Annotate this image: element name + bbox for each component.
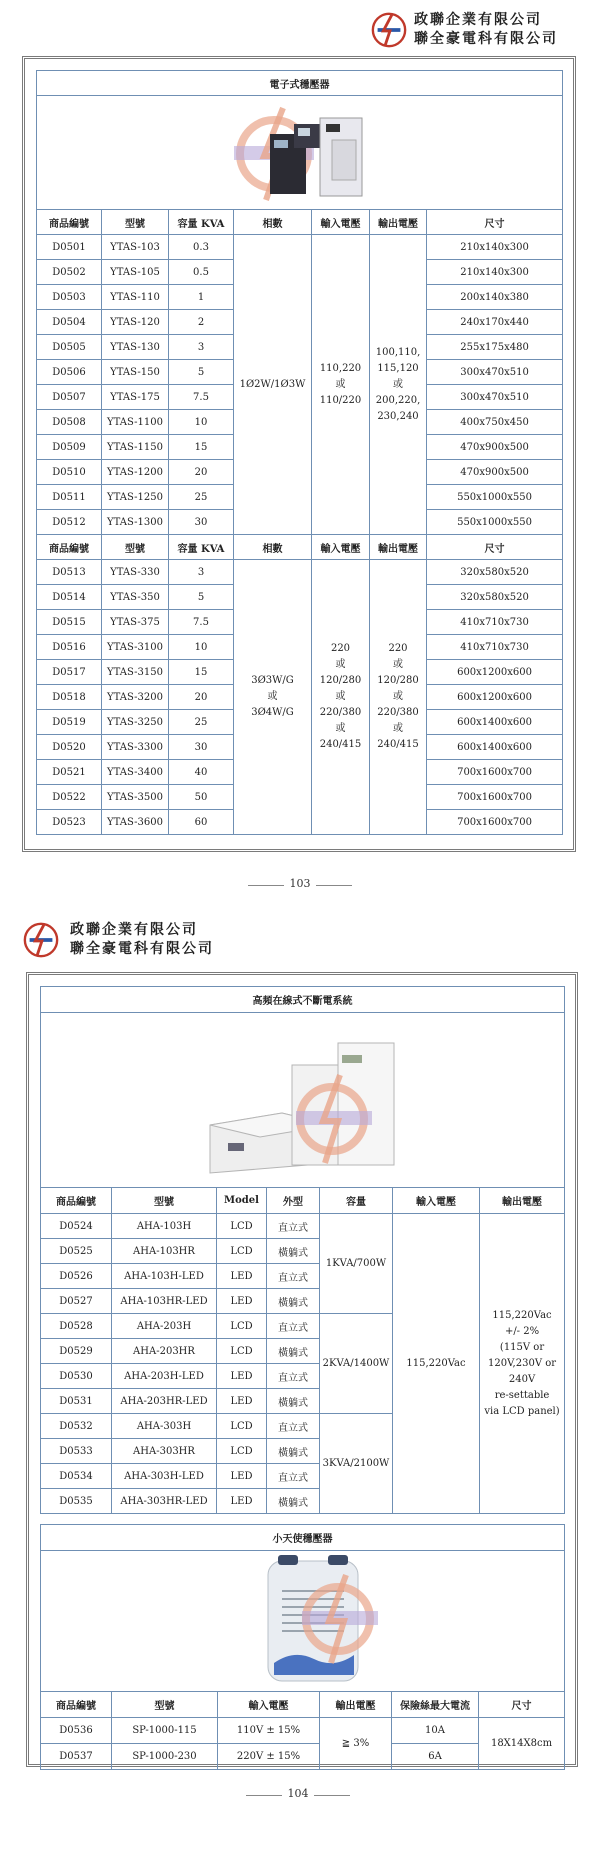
- model: YTAS-175: [102, 385, 169, 410]
- output-tolerance: ≧ 3%: [320, 1718, 392, 1770]
- size: 300x470x510: [427, 385, 563, 410]
- capacity-3: 3KVA/2100W: [320, 1414, 393, 1514]
- model: YTAS-3600: [102, 810, 169, 835]
- model: YTAS-375: [102, 610, 169, 635]
- product-code[interactable]: D0513: [37, 560, 102, 585]
- kva: 15: [169, 660, 234, 685]
- header-size: 尺寸: [427, 535, 563, 560]
- product-code[interactable]: D0531: [41, 1389, 112, 1414]
- ups-input: 115,220Vac: [393, 1214, 480, 1514]
- header-model: 型號: [102, 210, 169, 235]
- kva: 15: [169, 435, 234, 460]
- section-title: 高頻在線式不斷電系統: [41, 987, 565, 1013]
- rows-a-body: [37, 235, 563, 535]
- stabilizer-table: [36, 70, 563, 835]
- form: 橫躺式: [267, 1389, 320, 1414]
- product-image: [37, 96, 563, 210]
- model: YTAS-3500: [102, 785, 169, 810]
- model: AHA-303HR: [112, 1439, 217, 1464]
- product-code[interactable]: D0524: [41, 1214, 112, 1239]
- form: 橫躺式: [267, 1339, 320, 1364]
- company-logo: [370, 11, 408, 49]
- form: 橫躺式: [267, 1289, 320, 1314]
- model: YTAS-1100: [102, 410, 169, 435]
- angel-stabilizer-table: [40, 1524, 565, 1770]
- form: 直立式: [267, 1464, 320, 1489]
- model: YTAS-3200: [102, 685, 169, 710]
- form: 橫躺式: [267, 1489, 320, 1514]
- section2-title: 小天使穩壓器: [41, 1525, 565, 1551]
- input: 110V ± 15%: [218, 1718, 320, 1744]
- form: 橫躺式: [267, 1239, 320, 1264]
- product-code[interactable]: D0505: [37, 335, 102, 360]
- model: SP-1000-230: [112, 1744, 218, 1770]
- input-b: 220 或 120/280 或 220/380 或 240/415: [312, 560, 370, 835]
- kva: 5: [169, 585, 234, 610]
- model: AHA-203H: [112, 1314, 217, 1339]
- kva: 30: [169, 735, 234, 760]
- size: 320x580x520: [427, 560, 563, 585]
- product-code[interactable]: D0510: [37, 460, 102, 485]
- product-code[interactable]: D0501: [37, 235, 102, 260]
- product-code[interactable]: D0521: [37, 760, 102, 785]
- product-code[interactable]: D0530: [41, 1364, 112, 1389]
- model: YTAS-130: [102, 335, 169, 360]
- kva: 7.5: [169, 385, 234, 410]
- company-header-1: [370, 8, 590, 52]
- header-kva: 容量 KVA: [169, 210, 234, 235]
- product-code[interactable]: D0517: [37, 660, 102, 685]
- product-code[interactable]: D0523: [37, 810, 102, 835]
- size: 600x1400x600: [427, 710, 563, 735]
- phase-a: 1Ø2W/1Ø3W: [234, 235, 312, 535]
- kva: 5: [169, 360, 234, 385]
- header-input: 輸入電壓: [312, 210, 370, 235]
- page-number-rule-left: [248, 885, 284, 886]
- rows-b-body: [37, 560, 563, 835]
- company-name-1: 政聯企業有限公司: [414, 12, 542, 28]
- size: 600x1200x600: [427, 685, 563, 710]
- model: AHA-203HR: [112, 1339, 217, 1364]
- display: LCD: [217, 1214, 267, 1239]
- product-code[interactable]: D0534: [41, 1464, 112, 1489]
- header-code: 商品編號: [37, 535, 102, 560]
- product-code[interactable]: D0526: [41, 1264, 112, 1289]
- header-output: 輸出電壓: [370, 210, 427, 235]
- model: AHA-203HR-LED: [112, 1389, 217, 1414]
- kva: 3: [169, 335, 234, 360]
- size: 600x1400x600: [427, 735, 563, 760]
- model: YTAS-103: [102, 235, 169, 260]
- model: YTAS-150: [102, 360, 169, 385]
- model: AHA-303HR-LED: [112, 1489, 217, 1514]
- header-code: 商品編號: [41, 1692, 112, 1718]
- size: 470x900x500: [427, 435, 563, 460]
- size: 400x750x450: [427, 410, 563, 435]
- product-code[interactable]: D0528: [41, 1314, 112, 1339]
- kva: 50: [169, 785, 234, 810]
- model: YTAS-3150: [102, 660, 169, 685]
- header-code: 商品編號: [41, 1188, 112, 1214]
- kva: 10: [169, 635, 234, 660]
- product-code[interactable]: D0504: [37, 310, 102, 335]
- display: LED: [217, 1489, 267, 1514]
- header-model: 型號: [112, 1188, 217, 1214]
- form: 直立式: [267, 1314, 320, 1339]
- size: 550x1000x550: [427, 510, 563, 535]
- product-code[interactable]: D0503: [37, 285, 102, 310]
- fuse: 10A: [392, 1718, 479, 1744]
- header-input: 輸入電壓: [218, 1692, 320, 1718]
- kva: 25: [169, 485, 234, 510]
- input: 220V ± 15%: [218, 1744, 320, 1770]
- company-name-1: 政聯企業有限公司: [70, 922, 198, 938]
- product-code[interactable]: D0511: [37, 485, 102, 510]
- header-code: 商品編號: [37, 210, 102, 235]
- header-size: 尺寸: [427, 210, 563, 235]
- product-code[interactable]: D0508: [37, 410, 102, 435]
- header-model: 型號: [102, 535, 169, 560]
- product-image-2: [41, 1551, 565, 1692]
- header-model: 型號: [112, 1692, 218, 1718]
- header-output: 輸出電壓: [320, 1692, 392, 1718]
- model: YTAS-3250: [102, 710, 169, 735]
- size: 410x710x730: [427, 610, 563, 635]
- model: AHA-303H-LED: [112, 1464, 217, 1489]
- product-code[interactable]: D0518: [37, 685, 102, 710]
- product-code[interactable]: D0529: [41, 1339, 112, 1364]
- product-code[interactable]: D0525: [41, 1239, 112, 1264]
- page-number-rule-left: [246, 1795, 282, 1796]
- model: AHA-303H: [112, 1414, 217, 1439]
- model: AHA-103HR-LED: [112, 1289, 217, 1314]
- product-code[interactable]: D0537: [41, 1744, 112, 1770]
- capacity-1: 1KVA/700W: [320, 1214, 393, 1314]
- form: 直立式: [267, 1364, 320, 1389]
- product-code[interactable]: D0522: [37, 785, 102, 810]
- model: SP-1000-115: [112, 1718, 218, 1744]
- kva: 0.5: [169, 260, 234, 285]
- ups-table: [40, 986, 565, 1514]
- header-fuse: 保險絲最大電流: [392, 1692, 479, 1718]
- kva: 20: [169, 460, 234, 485]
- model: YTAS-1250: [102, 485, 169, 510]
- model: YTAS-110: [102, 285, 169, 310]
- header-size: 尺寸: [479, 1692, 565, 1718]
- kva: 30: [169, 510, 234, 535]
- model: AHA-203H-LED: [112, 1364, 217, 1389]
- page-number-rule-right: [314, 1795, 350, 1796]
- display: LED: [217, 1464, 267, 1489]
- model: YTAS-120: [102, 310, 169, 335]
- header-input: 輸入電壓: [393, 1188, 480, 1214]
- model: AHA-103H: [112, 1214, 217, 1239]
- size: 240x170x440: [427, 310, 563, 335]
- product-code[interactable]: D0509: [37, 435, 102, 460]
- header-input: 輸入電壓: [312, 535, 370, 560]
- size: 410x710x730: [427, 635, 563, 660]
- size: 550x1000x550: [427, 485, 563, 510]
- output-a: 100,110, 115,120 或 200,220, 230,240: [370, 235, 427, 535]
- product-code[interactable]: D0516: [37, 635, 102, 660]
- kva: 1: [169, 285, 234, 310]
- model: YTAS-1300: [102, 510, 169, 535]
- form: 直立式: [267, 1214, 320, 1239]
- capacity-2: 2KVA/1400W: [320, 1314, 393, 1414]
- product-code[interactable]: D0532: [41, 1414, 112, 1439]
- header-form: 外型: [267, 1188, 320, 1214]
- display: LCD: [217, 1314, 267, 1339]
- kva: 7.5: [169, 610, 234, 635]
- phase-b: 3Ø3W/G 或 3Ø4W/G: [234, 560, 312, 835]
- product-code[interactable]: D0527: [41, 1289, 112, 1314]
- model: YTAS-330: [102, 560, 169, 585]
- kva: 10: [169, 410, 234, 435]
- page-number-rule-right: [316, 885, 352, 886]
- model: YTAS-105: [102, 260, 169, 285]
- size: 320x580x520: [427, 585, 563, 610]
- form: 直立式: [267, 1414, 320, 1439]
- product-code[interactable]: D0506: [37, 360, 102, 385]
- size: 700x1600x700: [427, 760, 563, 785]
- display: LCD: [217, 1239, 267, 1264]
- header-phase: 相數: [234, 535, 312, 560]
- model: AHA-103H-LED: [112, 1264, 217, 1289]
- header-output: 輸出電壓: [480, 1188, 565, 1214]
- kva: 2: [169, 310, 234, 335]
- display: LED: [217, 1389, 267, 1414]
- size: 700x1600x700: [427, 785, 563, 810]
- display: LED: [217, 1364, 267, 1389]
- page-number-103: 103: [289, 877, 311, 890]
- product-code[interactable]: D0512: [37, 510, 102, 535]
- form: 直立式: [267, 1264, 320, 1289]
- kva: 0.3: [169, 235, 234, 260]
- product-code[interactable]: D0502: [37, 260, 102, 285]
- display: LCD: [217, 1339, 267, 1364]
- display: LCD: [217, 1439, 267, 1464]
- kva: 60: [169, 810, 234, 835]
- size: 18X14X8cm: [479, 1718, 565, 1770]
- size: 300x470x510: [427, 360, 563, 385]
- output-b: 220 或 120/280 或 220/380 或 240/415: [370, 560, 427, 835]
- product-image: [41, 1013, 565, 1188]
- display: LED: [217, 1264, 267, 1289]
- size: 200x140x380: [427, 285, 563, 310]
- header-phase: 相數: [234, 210, 312, 235]
- header-display: Model: [217, 1188, 267, 1214]
- kva: 3: [169, 560, 234, 585]
- size: 700x1600x700: [427, 810, 563, 835]
- size: 255x175x480: [427, 335, 563, 360]
- size: 210x140x300: [427, 260, 563, 285]
- input-a: 110,220 或 110/220: [312, 235, 370, 535]
- kva: 20: [169, 685, 234, 710]
- model: YTAS-3400: [102, 760, 169, 785]
- product-code[interactable]: D0507: [37, 385, 102, 410]
- product-code[interactable]: D0519: [37, 710, 102, 735]
- model: YTAS-350: [102, 585, 169, 610]
- model: YTAS-3300: [102, 735, 169, 760]
- company-name-2: 聯全豪電科有限公司: [414, 31, 558, 47]
- model: YTAS-1200: [102, 460, 169, 485]
- product-code[interactable]: D0536: [41, 1718, 112, 1744]
- header-output: 輸出電壓: [370, 535, 427, 560]
- display: LED: [217, 1289, 267, 1314]
- model: AHA-103HR: [112, 1239, 217, 1264]
- product-code[interactable]: D0520: [37, 735, 102, 760]
- product-code[interactable]: D0514: [37, 585, 102, 610]
- ups-output: 115,220Vac +/- 2% (115V or 120V,230V or 240V re-settable via LCD panel): [480, 1214, 565, 1514]
- header-capacity: 容量: [320, 1188, 393, 1214]
- form: 橫躺式: [267, 1439, 320, 1464]
- company-header-2: [22, 918, 262, 962]
- size: 600x1200x600: [427, 660, 563, 685]
- display: LCD: [217, 1414, 267, 1439]
- kva: 40: [169, 760, 234, 785]
- kva: 25: [169, 710, 234, 735]
- product-code[interactable]: D0535: [41, 1489, 112, 1514]
- section-title: 電子式穩壓器: [37, 71, 563, 96]
- size: 210x140x300: [427, 235, 563, 260]
- product-code[interactable]: D0515: [37, 610, 102, 635]
- page-number-104: 104: [287, 1787, 309, 1800]
- size: 470x900x500: [427, 460, 563, 485]
- product-code[interactable]: D0533: [41, 1439, 112, 1464]
- fuse: 6A: [392, 1744, 479, 1770]
- company-logo: [22, 921, 60, 959]
- header-kva: 容量 KVA: [169, 535, 234, 560]
- model: YTAS-1150: [102, 435, 169, 460]
- company-name-2: 聯全豪電科有限公司: [70, 941, 214, 957]
- model: YTAS-3100: [102, 635, 169, 660]
